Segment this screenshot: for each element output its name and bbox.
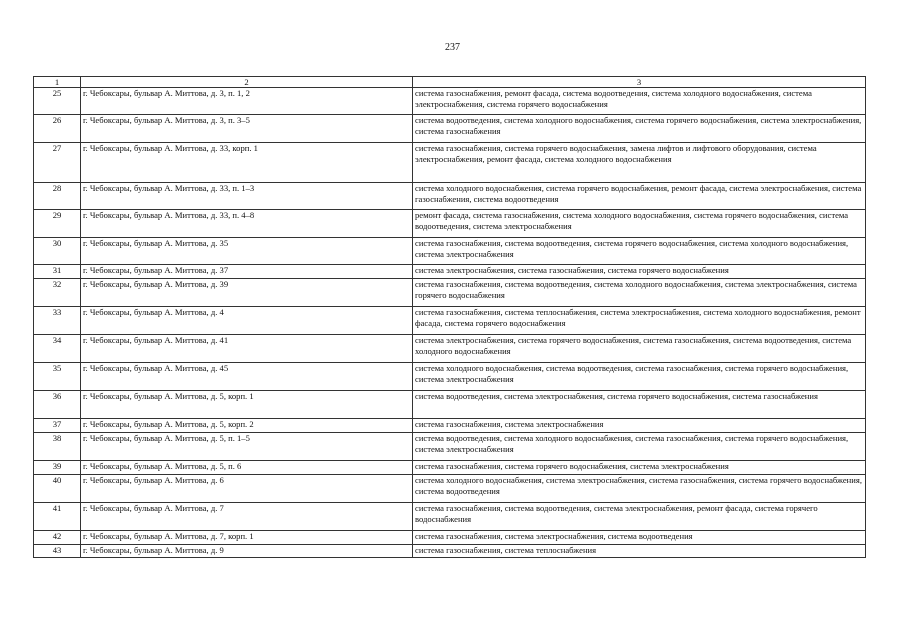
- row-address: г. Чебоксары, бульвар А. Миттова, д. 41: [81, 335, 413, 363]
- row-works: система водоотведения, система электроснабжения, система горячего водоснабжения, система газоснабжения: [413, 391, 866, 419]
- page-number: 237: [445, 42, 460, 53]
- row-works: система электроснабжения, система газоснабжения, система горячего водоснабжения: [413, 265, 866, 279]
- row-address: г. Чебоксары, бульвар А. Миттова, д. 5, п. 1–5: [81, 433, 413, 461]
- row-address: г. Чебоксары, бульвар А. Миттова, д. 37: [81, 265, 413, 279]
- table-row: [34, 238, 866, 265]
- row-address: г. Чебоксары, бульвар А. Миттова, д. 5, корп. 1: [81, 391, 413, 419]
- row-works: система газоснабжения, система электроснабжения: [413, 419, 866, 433]
- table-row: [34, 335, 866, 363]
- row-number: 41: [34, 503, 81, 531]
- row-number: 43: [34, 545, 81, 558]
- row-address: г. Чебоксары, бульвар А. Миттова, д. 9: [81, 545, 413, 558]
- header-cell-works: 3: [413, 77, 866, 88]
- table-row: [34, 419, 866, 433]
- row-number: 30: [34, 238, 81, 265]
- table-row: [34, 503, 866, 531]
- table-row: [34, 391, 866, 419]
- row-number: 36: [34, 391, 81, 419]
- row-works: система газоснабжения, система водоотведения, система электроснабжения, ремонт фасада, система горячего водоснабжения: [413, 503, 866, 531]
- row-number: 31: [34, 265, 81, 279]
- row-number: 32: [34, 279, 81, 307]
- row-address: г. Чебоксары, бульвар А. Миттова, д. 33, п. 4–8: [81, 210, 413, 238]
- row-number: 33: [34, 307, 81, 335]
- row-address: г. Чебоксары, бульвар А. Миттова, д. 4: [81, 307, 413, 335]
- header-cell-address: 2: [81, 77, 413, 88]
- row-address: г. Чебоксары, бульвар А. Миттова, д. 6: [81, 475, 413, 503]
- table-row: [34, 210, 866, 238]
- row-works: система газоснабжения, система электроснабжения, система водоотведения: [413, 531, 866, 545]
- row-works: система газоснабжения, система водоотведения, система холодного водоснабжения, система электроснабжения, система горячего водоснабжения: [413, 279, 866, 307]
- row-address: г. Чебоксары, бульвар А. Миттова, д. 45: [81, 363, 413, 391]
- row-number: 37: [34, 419, 81, 433]
- row-address: г. Чебоксары, бульвар А. Миттова, д. 39: [81, 279, 413, 307]
- row-number: 25: [34, 88, 81, 115]
- row-number: 40: [34, 475, 81, 503]
- table-row: [34, 265, 866, 279]
- row-number: 34: [34, 335, 81, 363]
- table-row: [34, 115, 866, 143]
- row-address: г. Чебоксары, бульвар А. Миттова, д. 33, корп. 1: [81, 143, 413, 183]
- row-address: г. Чебоксары, бульвар А. Миттова, д. 7, корп. 1: [81, 531, 413, 545]
- row-address: г. Чебоксары, бульвар А. Миттова, д. 7: [81, 503, 413, 531]
- row-address: г. Чебоксары, бульвар А. Миттова, д. 5, п. 6: [81, 461, 413, 475]
- table-row: [34, 307, 866, 335]
- row-address: г. Чебоксары, бульвар А. Миттова, д. 5, корп. 2: [81, 419, 413, 433]
- table-row: [34, 183, 866, 210]
- row-works: система газоснабжения, система теплоснабжения, система электроснабжения, система холодного водоснабжения, ремонт фасада, система горячего водоснабжения: [413, 307, 866, 335]
- row-works: система газоснабжения, ремонт фасада, система водоотведения, система холодного водоснабжения, система электроснабжения, система горячего водоснабжения: [413, 88, 866, 115]
- row-works: система газоснабжения, система горячего водоснабжения, система электроснабжения: [413, 461, 866, 475]
- table-row: [34, 433, 866, 461]
- table-header-row: [34, 77, 866, 88]
- header-cell-number: 1: [34, 77, 81, 88]
- row-number: 27: [34, 143, 81, 183]
- row-works: система электроснабжения, система горячего водоснабжения, система газоснабжения, система водоотведения, система холодного водоснабжения: [413, 335, 866, 363]
- table-row: [34, 545, 866, 558]
- row-works: система газоснабжения, система водоотведения, система горячего водоснабжения, система холодного водоснабжения, система электроснабжения: [413, 238, 866, 265]
- table-row: [34, 279, 866, 307]
- registry-table: [33, 76, 866, 558]
- row-number: 35: [34, 363, 81, 391]
- row-number: 26: [34, 115, 81, 143]
- row-address: г. Чебоксары, бульвар А. Миттова, д. 35: [81, 238, 413, 265]
- row-works: система холодного водоснабжения, система горячего водоснабжения, ремонт фасада, система электроснабжения, система газоснабжения, система водоотведения: [413, 183, 866, 210]
- table-row: [34, 461, 866, 475]
- table-row: [34, 88, 866, 115]
- row-number: 42: [34, 531, 81, 545]
- table-row: [34, 475, 866, 503]
- row-works: система холодного водоснабжения, система электроснабжения, система газоснабжения, система горячего водоснабжения, система водоотведения: [413, 475, 866, 503]
- row-address: г. Чебоксары, бульвар А. Миттова, д. 3, п. 1, 2: [81, 88, 413, 115]
- row-works: система водоотведения, система холодного водоснабжения, система горячего водоснабжения, система электроснабжения, система газоснабжения: [413, 115, 866, 143]
- row-works: система водоотведения, система холодного водоснабжения, система газоснабжения, система горячего водоснабжения, система электроснабжения: [413, 433, 866, 461]
- row-works: система газоснабжения, система горячего водоснабжения, замена лифтов и лифтового оборудования, система электроснабжения, ремонт фасада, система холодного водоснабжения: [413, 143, 866, 183]
- row-number: 29: [34, 210, 81, 238]
- row-number: 28: [34, 183, 81, 210]
- table-row: [34, 143, 866, 183]
- row-number: 39: [34, 461, 81, 475]
- row-works: ремонт фасада, система газоснабжения, система холодного водоснабжения, система горячего водоснабжения, система водоотведения, система электроснабжения: [413, 210, 866, 238]
- row-works: система холодного водоснабжения, система водоотведения, система газоснабжения, система горячего водоснабжения, система электроснабжения: [413, 363, 866, 391]
- row-works: система газоснабжения, система теплоснабжения: [413, 545, 866, 558]
- row-address: г. Чебоксары, бульвар А. Миттова, д. 3, п. 3–5: [81, 115, 413, 143]
- row-address: г. Чебоксары, бульвар А. Миттова, д. 33, п. 1–3: [81, 183, 413, 210]
- row-number: 38: [34, 433, 81, 461]
- table-row: [34, 531, 866, 545]
- table-row: [34, 363, 866, 391]
